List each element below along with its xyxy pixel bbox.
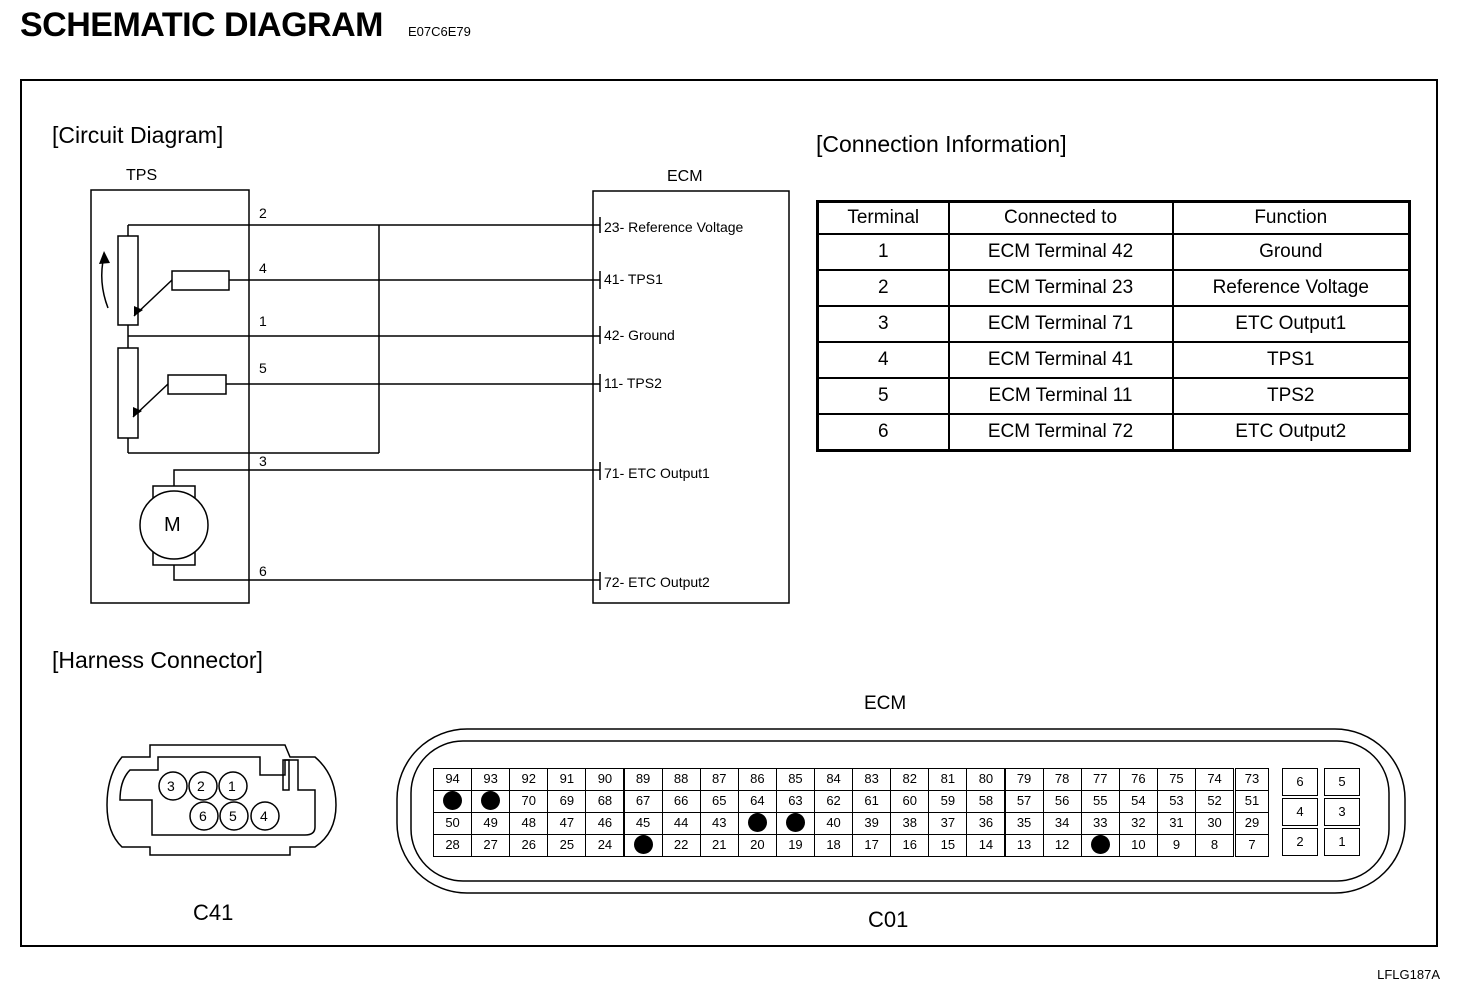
- ecm-pin: 65: [700, 790, 739, 813]
- ecm-pin: 21: [700, 834, 739, 857]
- page-title: SCHEMATIC DIAGRAM: [20, 6, 383, 44]
- table-row: [818, 306, 1410, 342]
- used-pin-marker: [748, 813, 767, 832]
- ecm-pin: 90: [585, 768, 624, 791]
- ecm-connector-label: C01: [868, 907, 909, 932]
- ecm-pin: 27: [471, 834, 510, 857]
- ecm-pin-number: 23: [604, 219, 620, 235]
- ecm-signal-name: - ETC Output1: [619, 465, 710, 481]
- ecm-pin: 93: [471, 768, 510, 791]
- ecm-pin: 82: [890, 768, 929, 791]
- table-row: [818, 270, 1410, 306]
- tps-pin-number: 2: [259, 205, 267, 221]
- table-cell: Ground: [1173, 234, 1410, 270]
- tps-pin-number: 1: [259, 313, 267, 329]
- ecm-connector-title: ECM: [864, 693, 907, 714]
- table-cell: ETC Output2: [1173, 414, 1410, 451]
- ecm-pin: 37: [928, 812, 967, 835]
- ecm-pin: 9: [1157, 834, 1196, 857]
- ecm-pin: 19: [776, 834, 815, 857]
- ecm-pin: 12: [1043, 834, 1082, 857]
- ecm-terminal: [604, 465, 710, 481]
- ecm-pin: 44: [662, 812, 701, 835]
- ecm-terminal: [604, 327, 675, 343]
- ecm-pin: 59: [928, 790, 967, 813]
- ecm-pin: [433, 790, 472, 813]
- ecm-pin: 61: [852, 790, 891, 813]
- ecm-pin: 74: [1195, 768, 1234, 791]
- c41-pin-labels: [150, 765, 290, 835]
- c41-pin-label: 5: [229, 808, 237, 824]
- ecm-pin: 83: [852, 768, 891, 791]
- ecm-signal-name: - Ground: [619, 327, 675, 343]
- table-cell: TPS1: [1173, 342, 1410, 378]
- table-cell: ECM Terminal 41: [949, 342, 1173, 378]
- ecm-pin: 48: [509, 812, 548, 835]
- table-cell: 3: [818, 306, 949, 342]
- table-row: [818, 378, 1410, 414]
- c41-pin-label: 4: [260, 808, 268, 824]
- tps-label: TPS: [126, 167, 158, 184]
- ecm-pin: 14: [966, 834, 1005, 857]
- table-row: [818, 414, 1410, 451]
- ecm-pin: 36: [966, 812, 1005, 835]
- ecm-pin: 73: [1235, 768, 1269, 791]
- ecm-pin: 70: [509, 790, 548, 813]
- ecm-pin: 22: [662, 834, 701, 857]
- ecm-pin: 15: [928, 834, 967, 857]
- ecm-pin: 18: [814, 834, 853, 857]
- table-cell: 1: [818, 234, 949, 270]
- tps-pin-number: 6: [259, 563, 267, 579]
- ecm-pin: 8: [1195, 834, 1234, 857]
- ecm-pin: 52: [1195, 790, 1234, 813]
- ecm-pin: 87: [700, 768, 739, 791]
- ecm-pin: 75: [1157, 768, 1196, 791]
- document-code: E07C6E79: [408, 24, 471, 39]
- used-pin-marker: [443, 791, 462, 810]
- ecm-pin-number: 72: [604, 574, 620, 590]
- ecm-pin: 76: [1119, 768, 1158, 791]
- ecm-pin: 94: [433, 768, 472, 791]
- column-header: Function: [1173, 202, 1410, 235]
- figure-code: LFLG187A: [1377, 967, 1440, 982]
- ecm-pin: 17: [852, 834, 891, 857]
- section-circuit-diagram: [Circuit Diagram]: [52, 122, 224, 148]
- ecm-pin: 38: [890, 812, 929, 835]
- ecm-pin: 47: [547, 812, 586, 835]
- ecm-pin: 26: [509, 834, 548, 857]
- ecm-pin: 50: [433, 812, 472, 835]
- table-cell: ECM Terminal 23: [949, 270, 1173, 306]
- used-pin-marker: [634, 835, 653, 854]
- ecm-pin: 46: [585, 812, 624, 835]
- table-cell: TPS2: [1173, 378, 1410, 414]
- c41-pin-label: 3: [167, 778, 175, 794]
- ecm-pin: 91: [547, 768, 586, 791]
- ecm-pin-number: 71: [604, 465, 620, 481]
- ecm-pin: 57: [1005, 790, 1044, 813]
- ecm-pin: 51: [1235, 790, 1269, 813]
- ecm-pin: 29: [1235, 812, 1269, 835]
- column-header: Connected to: [949, 202, 1173, 235]
- ecm-pin: 13: [1005, 834, 1044, 857]
- ecm-pin: 10: [1119, 834, 1158, 857]
- ecm-power-pin: 3: [1324, 798, 1360, 826]
- ecm-pin: 7: [1235, 834, 1269, 857]
- table-cell: 2: [818, 270, 949, 306]
- ecm-pin: 68: [585, 790, 624, 813]
- ecm-box: [593, 191, 789, 603]
- ecm-pin: 30: [1195, 812, 1234, 835]
- ecm-pin: 28: [433, 834, 472, 857]
- c41-pin-label: 6: [199, 808, 207, 824]
- ecm-power-pin: 1: [1324, 828, 1360, 856]
- ecm-pin: 34: [1043, 812, 1082, 835]
- ecm-pin: 40: [814, 812, 853, 835]
- ecm-signal-name: - TPS2: [618, 375, 662, 391]
- ecm-pin: [776, 812, 815, 835]
- ecm-pin: 49: [471, 812, 510, 835]
- ecm-pin: 43: [700, 812, 739, 835]
- ecm-pin: 81: [928, 768, 967, 791]
- ecm-pin: 35: [1005, 812, 1044, 835]
- table-cell: ETC Output1: [1173, 306, 1410, 342]
- ecm-pin: 69: [547, 790, 586, 813]
- used-pin-marker: [1091, 835, 1110, 854]
- ecm-pin: 63: [776, 790, 815, 813]
- ecm-terminal: [604, 574, 710, 590]
- ecm-terminal: [604, 375, 662, 391]
- table-cell: 4: [818, 342, 949, 378]
- ecm-pin: 62: [814, 790, 853, 813]
- ecm-pin-number: 11: [604, 375, 619, 391]
- ecm-pin: 84: [814, 768, 853, 791]
- ecm-signal-name: - TPS1: [619, 271, 663, 287]
- ecm-terminal: [604, 271, 663, 287]
- tps-pin-number: 3: [259, 453, 267, 469]
- c41-label: C41: [193, 900, 234, 925]
- ecm-pin: 56: [1043, 790, 1082, 813]
- ecm-pin: [738, 812, 777, 835]
- ecm-pin: 32: [1119, 812, 1158, 835]
- ecm-pin: 79: [1005, 768, 1044, 791]
- section-harness-connector: [Harness Connector]: [52, 647, 263, 673]
- ecm-pin: [624, 834, 663, 857]
- table-cell: ECM Terminal 11: [949, 378, 1173, 414]
- ecm-signal-name: - Reference Voltage: [619, 219, 744, 235]
- ecm-power-pin: 6: [1282, 768, 1318, 796]
- ecm-pin: 66: [662, 790, 701, 813]
- ecm-pin: 54: [1119, 790, 1158, 813]
- ecm-pin: [1081, 834, 1120, 857]
- ecm-pin-number: 42: [604, 327, 620, 343]
- ecm-terminal: [604, 219, 743, 235]
- table-row: [818, 342, 1410, 378]
- ecm-pin: 92: [509, 768, 548, 791]
- ecm-label: ECM: [667, 168, 703, 185]
- ecm-signal-name: - ETC Output2: [619, 574, 710, 590]
- table-cell: Reference Voltage: [1173, 270, 1410, 306]
- ecm-pin: 33: [1081, 812, 1120, 835]
- connection-table: [816, 200, 1411, 452]
- ecm-power-pin: 4: [1282, 798, 1318, 826]
- ecm-pin: 20: [738, 834, 777, 857]
- ecm-pin: 45: [624, 812, 663, 835]
- ecm-pin: 86: [738, 768, 777, 791]
- ecm-pin: 78: [1043, 768, 1082, 791]
- table-cell: 6: [818, 414, 949, 451]
- section-connection-information: [Connection Information]: [816, 131, 1067, 157]
- motor-label: M: [164, 514, 181, 536]
- ecm-pin: 53: [1157, 790, 1196, 813]
- table-row: [818, 234, 1410, 270]
- ecm-pin: 60: [890, 790, 929, 813]
- ecm-pin: 31: [1157, 812, 1196, 835]
- table-cell: ECM Terminal 42: [949, 234, 1173, 270]
- ecm-pin: 58: [966, 790, 1005, 813]
- table-cell: 5: [818, 378, 949, 414]
- table-header-row: [818, 202, 1410, 235]
- ecm-pin: 16: [890, 834, 929, 857]
- ecm-pin: 39: [852, 812, 891, 835]
- ecm-pin: [471, 790, 510, 813]
- ecm-pin: 67: [624, 790, 663, 813]
- ecm-pin: 85: [776, 768, 815, 791]
- used-pin-marker: [481, 791, 500, 810]
- table-cell: ECM Terminal 72: [949, 414, 1173, 451]
- ecm-power-pin: 2: [1282, 828, 1318, 856]
- c41-pin-label: 1: [228, 778, 236, 794]
- ecm-pin: 55: [1081, 790, 1120, 813]
- c41-pin-label: 2: [197, 778, 205, 794]
- ecm-pin: 88: [662, 768, 701, 791]
- tps-pin-number: 4: [259, 260, 267, 276]
- ecm-pin: 24: [585, 834, 624, 857]
- used-pin-marker: [786, 813, 805, 832]
- ecm-pin: 89: [624, 768, 663, 791]
- ecm-pin-number: 41: [604, 271, 620, 287]
- ecm-power-pin: 5: [1324, 768, 1360, 796]
- ecm-pin: 77: [1081, 768, 1120, 791]
- table-cell: ECM Terminal 71: [949, 306, 1173, 342]
- ecm-pin: 64: [738, 790, 777, 813]
- tps-pin-number: 5: [259, 360, 267, 376]
- ecm-pin: 25: [547, 834, 586, 857]
- column-header: Terminal: [818, 202, 949, 235]
- ecm-pin: 80: [966, 768, 1005, 791]
